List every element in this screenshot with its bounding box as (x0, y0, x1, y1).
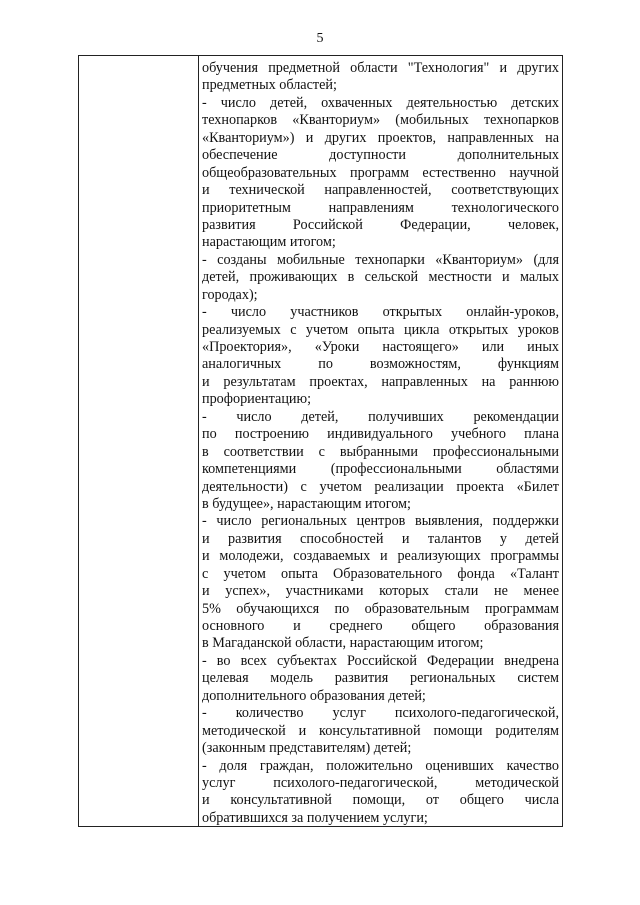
text-line: по построению индивидуального учебного плана (202, 426, 559, 443)
text-line: в Магаданской области, нарастающим итогом; (202, 635, 484, 652)
text-line: и молодежи, создаваемых и реализующих программы (202, 548, 559, 565)
text-line: обучения предметной области "Технология" и других (202, 60, 559, 76)
text-line: основного и среднего общего образования (202, 618, 559, 634)
text-line: - число детей, охваченных деятельностью детских (202, 94, 559, 111)
text-line: городах); (202, 286, 258, 303)
text-line: аналогичных по возможностям, функциям (202, 356, 559, 373)
text-line: приоритетным направлениям технологического (202, 199, 559, 216)
text-line: и результатам проектах, направленных на раннюю (202, 373, 559, 390)
text-line: 5% обучающихся по образовательным программам (202, 600, 559, 617)
text-line: «Проектория», «Уроки настоящего» или иных (202, 339, 559, 355)
text-line: «Кванториум») и других проектов, направленных на (202, 129, 559, 146)
text-line: общеобразовательных программ естественно научной (202, 164, 559, 181)
text-line: (законным представителям) детей; (202, 740, 412, 757)
text-line: деятельности) с учетом реализации проекта «Билет (202, 478, 559, 495)
text-line: реализуемых с учетом опыта цикла открытых уроков (202, 321, 559, 338)
text-line: в соответствии с выбранными профессиональными (202, 443, 559, 460)
text-line: предметных областей; (202, 77, 337, 94)
column-divider (198, 56, 199, 826)
text-line: дополнительного образования детей; (202, 687, 426, 704)
text-line: методической и консультативной помощи родителям (202, 722, 559, 739)
text-line: - количество услуг психолого-педагогической, (202, 705, 559, 722)
text-line: и развития способностей и талантов у детей (202, 530, 559, 547)
text-line: обеспечение доступности дополнительных (202, 147, 559, 164)
text-line: развития Российской Федерации, человек, (202, 216, 559, 233)
page-number: 5 (316, 31, 324, 46)
content-table (78, 55, 563, 827)
text-line: - число детей, получивших рекомендации (202, 408, 559, 425)
text-line: в будущее», нарастающим итогом; (202, 495, 411, 512)
text-line: - созданы мобильные технопарки «Кванториум» (для (202, 251, 559, 268)
text-line: и консультативной помощи, от общего числа (202, 792, 559, 809)
text-line: - число региональных центров выявления, поддержки (202, 513, 559, 530)
text-line: профориентацию; (202, 391, 312, 408)
text-line: обратившихся за получением услуги; (202, 809, 428, 826)
text-line: детей, проживающих в сельской местности и малых (202, 269, 559, 286)
text-line: целевая модель развития региональных систем (202, 670, 559, 687)
text-line: технопарков «Кванториум» (мобильных технопарков (202, 112, 559, 129)
indicators-text-cell (202, 60, 559, 827)
text-line: с учетом опыта Образовательного фонда «Талант (202, 565, 559, 582)
text-line: услуг психолого-педагогической, методической (202, 774, 559, 791)
text-line: - число участников открытых онлайн-уроков, (202, 304, 559, 321)
text-line: и технической направленностей, соответствующих (202, 182, 559, 199)
text-line: - во всех субъектах Российской Федерации внедрена (202, 652, 559, 669)
text-line: компетенциями (профессиональными областями (202, 461, 559, 478)
text-line: и успех», участниками которых стали не менее (202, 583, 559, 600)
text-line: - доля граждан, положительно оценивших качество (202, 757, 559, 774)
text-line: нарастающим итогом; (202, 234, 336, 251)
